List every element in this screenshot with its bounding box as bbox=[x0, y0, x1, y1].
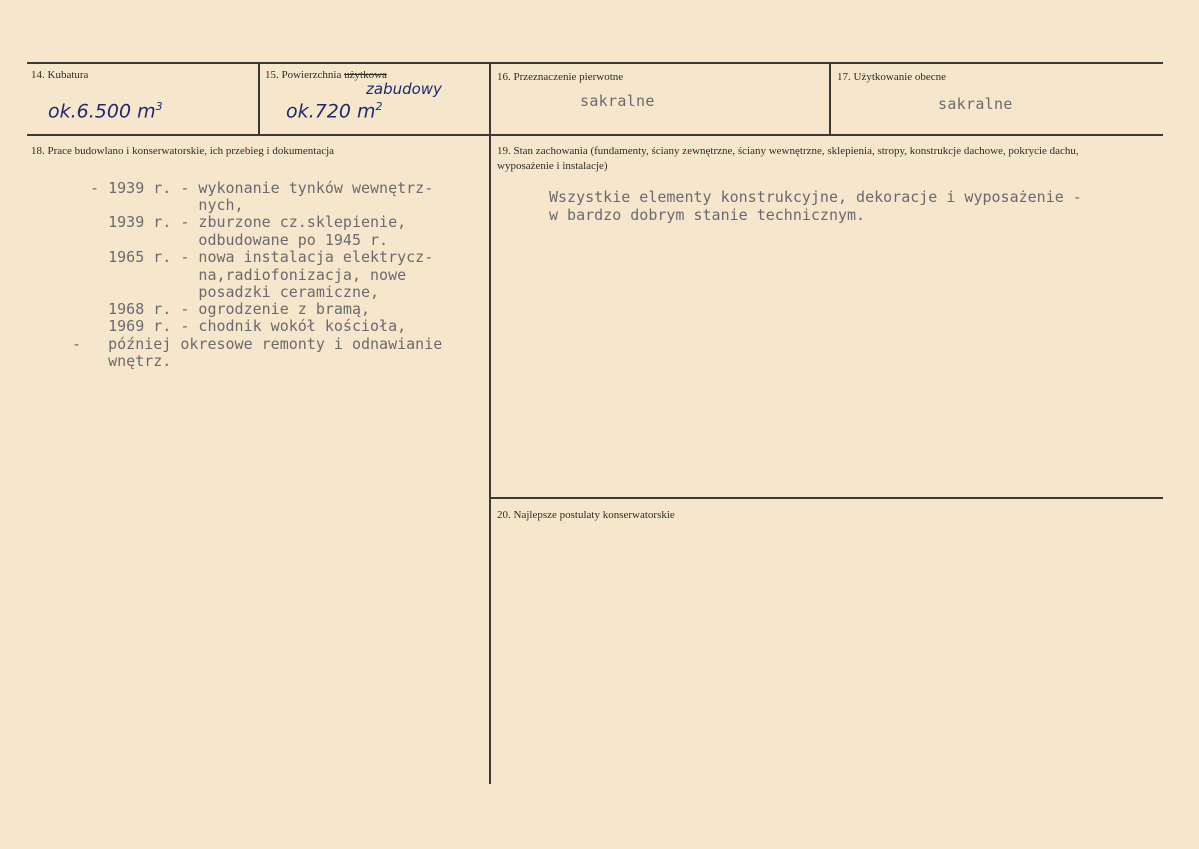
work-line: 1968 r. - ogrodzenie z bramą, bbox=[72, 300, 371, 318]
field-20-label: 20. Najlepsze postulaty konserwatorskie bbox=[497, 509, 675, 521]
condition-line: Wszystkie elementy konstrukcyjne, dekoracje i wyposażenie - bbox=[549, 188, 1082, 206]
section-20-rule bbox=[490, 497, 1163, 499]
condition-line: w bardzo dobrym stanie technicznym. bbox=[549, 206, 866, 224]
work-line: posadzki ceramiczne, bbox=[72, 283, 380, 301]
work-line: 1969 r. - chodnik wokół kościoła, bbox=[72, 317, 407, 335]
top-rule bbox=[27, 62, 1163, 64]
field-15-correction: zabudowy bbox=[366, 80, 442, 98]
col-divider-1 bbox=[258, 62, 260, 135]
work-line: odbudowane po 1945 r. bbox=[72, 231, 389, 249]
field-17-value: sakralne bbox=[938, 95, 1013, 113]
work-line: 1939 r. - zburzone cz.sklepienie, bbox=[72, 213, 407, 231]
work-line: nych, bbox=[72, 196, 244, 214]
field-19-label: 19. Stan zachowania (fundamenty, ściany zewnętrzne, ściany wewnętrzne, sklepienia, stropy, konstrukcje dachowe, pokrycie dachu, wyposażenie i instalacje) bbox=[497, 145, 1079, 172]
field-18-label: 18. Prace budowlano i konserwatorskie, ich przebieg i dokumentacja bbox=[31, 145, 335, 157]
field-14-value: ok.6.500 $m^3$ bbox=[48, 100, 163, 123]
field-16-value: sakralne bbox=[580, 92, 655, 110]
work-line: wnętrz. bbox=[72, 352, 172, 370]
work-line: - 1939 r. - wykonanie tynków wewnętrz- bbox=[72, 179, 434, 197]
field-15-label: 15. Powierzchnia użytkowa bbox=[265, 69, 387, 81]
col-divider-2 bbox=[489, 62, 491, 784]
row-divider bbox=[27, 134, 1163, 136]
struck-word: użytkowa bbox=[344, 69, 387, 81]
field-16-label: 16. Przeznaczenie pierwotne bbox=[497, 71, 624, 83]
work-line: 1965 r. - nowa instalacja elektrycz- bbox=[72, 248, 434, 266]
field-14-label: 14. Kubatura bbox=[31, 69, 89, 81]
field-15-value: ok.720 $m^2$ bbox=[286, 100, 383, 123]
field-17-label: 17. Użytkowanie obecne bbox=[837, 71, 947, 83]
col-divider-3 bbox=[829, 62, 831, 135]
work-line: - później okresowe remonty i odnawianie bbox=[72, 335, 443, 353]
work-line: na,radiofonizacja, nowe bbox=[72, 266, 407, 284]
